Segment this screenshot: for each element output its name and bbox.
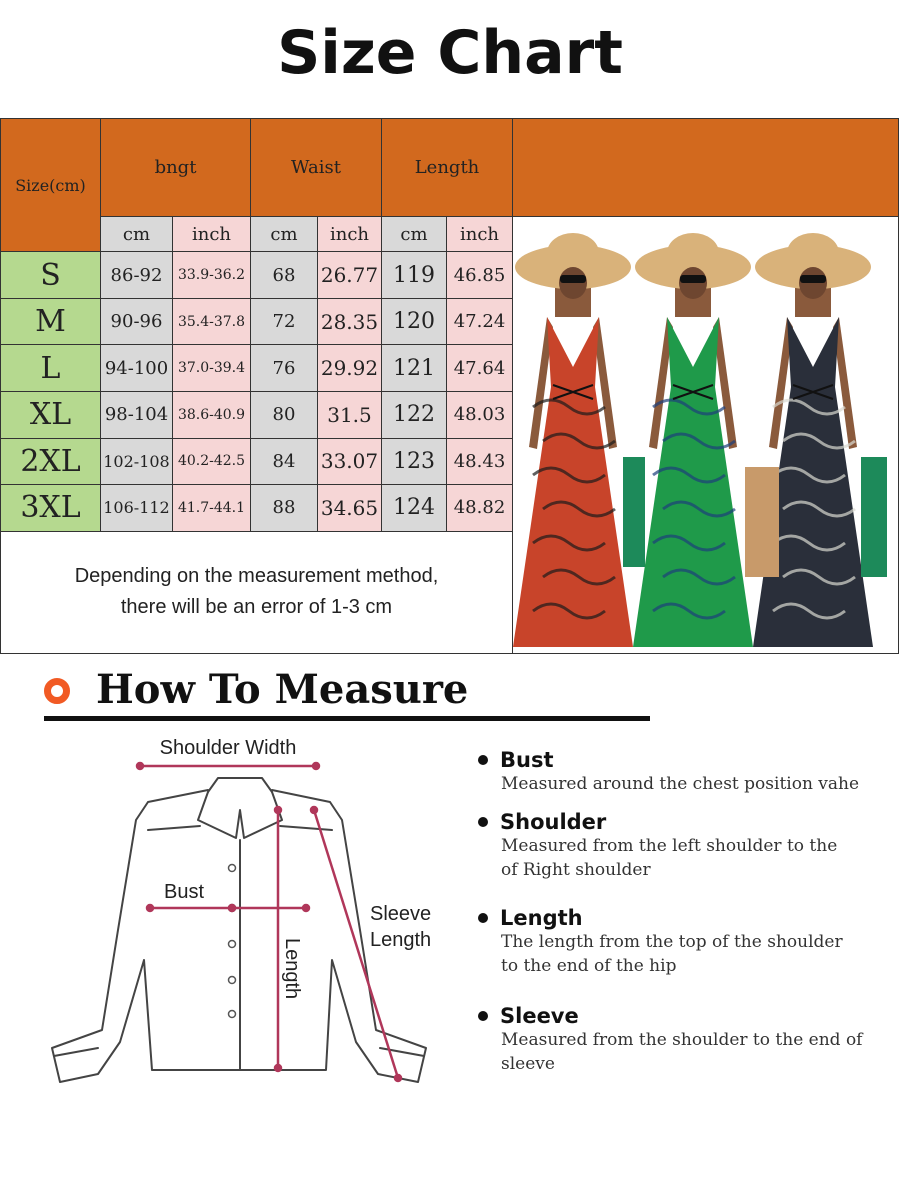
waist-inch-cell: 34.65 — [318, 485, 382, 532]
waist-cm-cell: 68 — [251, 252, 318, 299]
size-label: 2XL — [1, 438, 101, 485]
note-line-1: Depending on the measurement method, — [74, 565, 439, 588]
handbag — [861, 457, 887, 577]
waist-cm-cell: 80 — [251, 391, 318, 438]
waist-header: Waist — [251, 119, 382, 217]
length-cm-cell: 124 — [382, 485, 447, 532]
bullet-icon — [478, 817, 488, 827]
bullet-circle-icon — [44, 678, 70, 704]
shoulder-marker-right — [313, 763, 319, 769]
unit-inch: inch — [447, 217, 513, 252]
waist-inch-cell: 31.5 — [318, 391, 382, 438]
sunglasses — [680, 275, 706, 283]
button-icon — [229, 941, 236, 948]
measurement-note — [1, 531, 513, 653]
sunglasses — [560, 275, 586, 283]
length-cm-cell: 122 — [382, 391, 447, 438]
bust-inch-cell: 38.6-40.9 — [173, 391, 251, 438]
bust-inch-cell: 35.4-37.8 — [173, 298, 251, 345]
bust-inch-cell: 40.2-42.5 — [173, 438, 251, 485]
waist-inch-cell: 29.92 — [318, 345, 382, 392]
shoulder-width-label: Shoulder Width — [159, 737, 297, 759]
dress-bodice — [547, 317, 599, 387]
header-blank — [513, 119, 899, 217]
size-header: Size(cm) — [1, 119, 101, 252]
measure-item-title: Bust — [500, 748, 554, 772]
measure-item-desc: Measured from the left shoulder to the of Right shoulder — [501, 836, 838, 880]
unit-inch: inch — [173, 217, 251, 252]
bullet-icon — [478, 755, 488, 765]
waist-cm-cell: 84 — [251, 438, 318, 485]
waist-cm-cell: 72 — [251, 298, 318, 345]
unit-inch: inch — [318, 217, 382, 252]
waist-inch-cell: 28.35 — [318, 298, 382, 345]
shoulder-marker-left — [137, 763, 143, 769]
waist-inch-cell: 33.07 — [318, 438, 382, 485]
length-header: Length — [382, 119, 513, 217]
yoke-right — [280, 826, 332, 830]
length-label: Length — [281, 938, 303, 1000]
measure-item-sleeve — [478, 1004, 871, 1076]
dress-models-image — [513, 217, 897, 653]
yoke-left — [148, 826, 200, 830]
handbag — [623, 457, 645, 567]
title-underline — [44, 716, 650, 721]
right-cuff — [380, 1048, 424, 1056]
bust-inch-cell: 33.9-36.2 — [173, 252, 251, 299]
left-cuff — [54, 1048, 98, 1056]
length-cm-cell: 123 — [382, 438, 447, 485]
button-icon — [229, 865, 236, 872]
sleeve-marker-bottom — [395, 1075, 401, 1081]
dress-skirt — [513, 387, 633, 647]
length-marker-top — [275, 807, 281, 813]
measure-item-desc: Measured around the chest position vahe — [501, 774, 860, 794]
note-line-2: there will be an error of 1-3 cm — [120, 596, 393, 619]
waist-inch-cell: 26.77 — [318, 252, 382, 299]
length-inch-cell: 48.82 — [447, 485, 513, 532]
size-label: L — [1, 345, 101, 392]
length-inch-cell: 48.43 — [447, 438, 513, 485]
bust-header: bngt — [101, 119, 251, 217]
dress-bodice — [667, 317, 719, 387]
page-title: Size Chart — [277, 18, 623, 88]
length-inch-cell: 47.24 — [447, 298, 513, 345]
handbag — [745, 467, 779, 577]
bust-cm-cell: 86-92 — [101, 252, 173, 299]
collar — [198, 792, 282, 838]
measure-item-desc: Measured from the shoulder to the end of sleeve — [501, 1030, 863, 1074]
length-inch-cell: 48.03 — [447, 391, 513, 438]
size-label: S — [1, 252, 101, 299]
measure-item-title: Length — [500, 906, 583, 930]
sunglasses — [800, 275, 826, 283]
measure-item-bust — [478, 748, 881, 796]
bust-marker-left — [147, 905, 153, 911]
measure-item-title: Shoulder — [500, 810, 607, 834]
length-inch-cell: 47.64 — [447, 345, 513, 392]
unit-cm: cm — [382, 217, 447, 252]
collar-back — [208, 778, 272, 792]
waist-cm-cell: 88 — [251, 485, 318, 532]
length-marker-bottom — [275, 1065, 281, 1071]
sleeve-label-line1: Sleeve — [370, 903, 432, 925]
button-icon — [229, 1011, 236, 1018]
bust-marker-right — [303, 905, 309, 911]
bust-inch-cell: 37.0-39.4 — [173, 345, 251, 392]
bullet-icon — [478, 913, 488, 923]
measure-item-desc: The length from the top of the shoulder to the end of the hip — [501, 932, 843, 976]
sleeve-label-line2: Length — [370, 929, 432, 951]
bust-label: Bust — [164, 881, 205, 903]
length-inch-cell: 46.85 — [447, 252, 513, 299]
length-cm-cell: 121 — [382, 345, 447, 392]
bust-cm-cell: 106-112 — [101, 485, 173, 532]
size-label: M — [1, 298, 101, 345]
sleeve-marker-top — [311, 807, 317, 813]
button-icon — [229, 977, 236, 984]
dress-bodice — [787, 317, 839, 387]
bust-inch-cell: 41.7-44.1 — [173, 485, 251, 532]
product-photo — [513, 217, 899, 654]
size-label: 3XL — [1, 485, 101, 532]
how-to-measure-title: How To Measure — [96, 666, 469, 713]
size-table — [0, 118, 899, 654]
bust-cm-cell: 90-96 — [101, 298, 173, 345]
shirt-diagram — [40, 730, 460, 1100]
bust-cm-cell: 98-104 — [101, 391, 173, 438]
bust-cm-cell: 94-100 — [101, 345, 173, 392]
measure-item-shoulder — [478, 810, 851, 882]
unit-cm: cm — [101, 217, 173, 252]
bust-cm-cell: 102-108 — [101, 438, 173, 485]
length-cm-cell: 119 — [382, 252, 447, 299]
unit-cm: cm — [251, 217, 318, 252]
bust-marker-mid — [229, 905, 235, 911]
measure-item-length — [478, 906, 861, 978]
size-label: XL — [1, 391, 101, 438]
waist-cm-cell: 76 — [251, 345, 318, 392]
bullet-icon — [478, 1011, 488, 1021]
dress-skirt — [633, 387, 753, 647]
length-cm-cell: 120 — [382, 298, 447, 345]
measure-item-title: Sleeve — [500, 1004, 579, 1028]
